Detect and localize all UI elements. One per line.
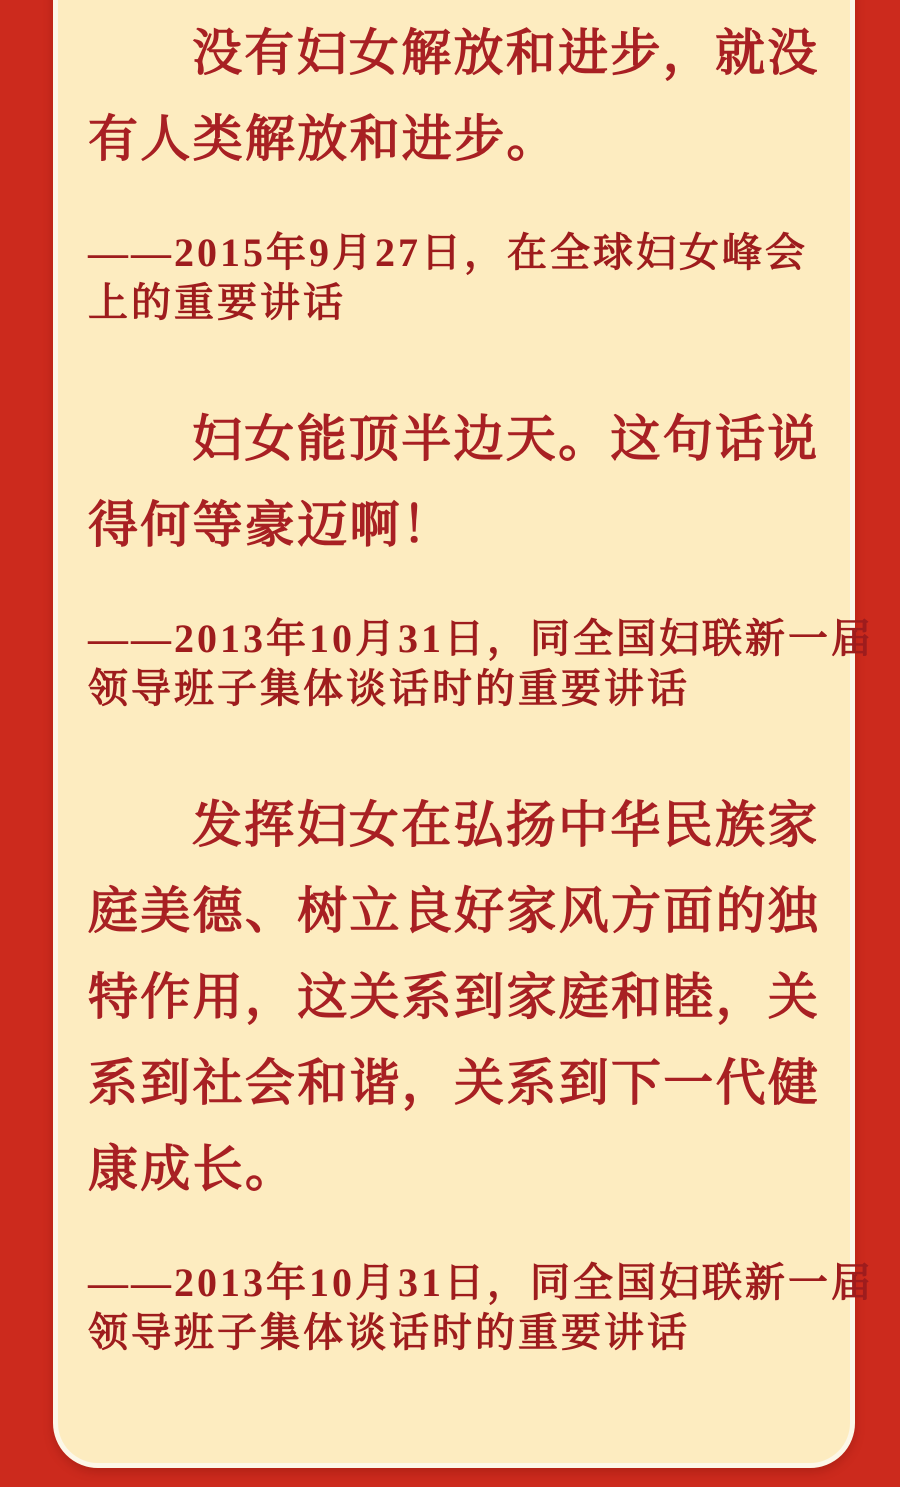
attribution-line: ——2015年9月27日，在全球妇女峰会 bbox=[88, 230, 808, 275]
quote-line: 妇女能顶半边天。这句话说 bbox=[192, 411, 820, 467]
quote-line: 发挥妇女在弘扬中华民族家 bbox=[192, 797, 820, 853]
attribution-line: 领导班子集体谈话时的重要讲话 bbox=[88, 1310, 690, 1355]
attribution-line: 领导班子集体谈话时的重要讲话 bbox=[88, 666, 690, 711]
quote-line: 系到社会和谐，关系到下一代健 bbox=[88, 1055, 821, 1111]
quote-line: 得何等豪迈啊！ bbox=[88, 497, 455, 553]
quote-paragraph-1 bbox=[88, 10, 820, 182]
quote-line: 庭美德、树立良好家风方面的独 bbox=[88, 883, 821, 939]
quote-attribution-2 bbox=[88, 614, 874, 714]
quote-line: 有人类解放和进步。 bbox=[88, 111, 559, 167]
quote-line: 康成长。 bbox=[88, 1141, 298, 1197]
attribution-line: 上的重要讲话 bbox=[88, 280, 346, 325]
quote-line: 特作用，这关系到家庭和睦，关 bbox=[88, 969, 821, 1025]
quote-attribution-3 bbox=[88, 1258, 874, 1358]
attribution-line: ——2013年10月31日，同全国妇联新一届 bbox=[88, 1260, 874, 1305]
quote-paragraph-3 bbox=[88, 782, 820, 1212]
quote-line: 没有妇女解放和进步，就没 bbox=[192, 25, 820, 81]
attribution-line: ——2013年10月31日，同全国妇联新一届 bbox=[88, 616, 874, 661]
quote-attribution-1 bbox=[88, 228, 820, 328]
quote-paragraph-2 bbox=[88, 396, 820, 568]
quote-panel bbox=[53, 0, 874, 1468]
